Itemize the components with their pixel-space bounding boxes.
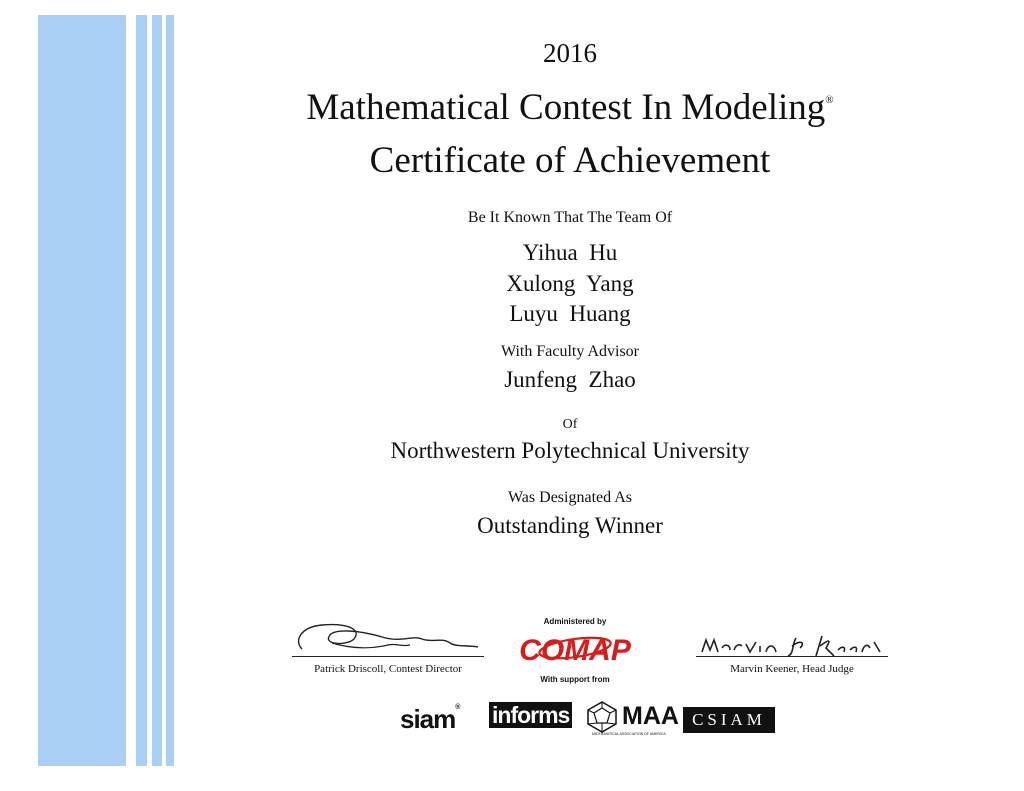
csiam-logo bbox=[683, 707, 775, 733]
contest-name: Mathematical Contest In Modeling bbox=[306, 87, 826, 128]
maa-logo-text: MAA bbox=[622, 702, 679, 730]
certificate-year: 2016 bbox=[543, 38, 597, 68]
informs-logo-text: informs bbox=[489, 702, 572, 728]
university-name: Northwestern Polytechnical University bbox=[390, 438, 750, 463]
left-signer-name: Patrick Driscoll, Contest Director bbox=[314, 663, 462, 675]
certificate-title: Certificate of Achievement bbox=[369, 140, 771, 181]
siam-registered-mark: ® bbox=[455, 704, 460, 711]
left-signature bbox=[292, 615, 484, 659]
siam-logo-text: siam bbox=[400, 704, 456, 734]
registered-mark: ® bbox=[825, 94, 834, 106]
decorative-stripe-1 bbox=[136, 15, 147, 766]
left-signature-line bbox=[292, 656, 484, 657]
csiam-logo-text: CSIAM bbox=[692, 710, 766, 729]
administered-by-text: Administered by bbox=[543, 617, 607, 626]
decorative-stripe-wide bbox=[38, 15, 126, 766]
comap-logo-text: COMAP bbox=[519, 634, 631, 667]
support-text: With support from bbox=[540, 675, 610, 684]
designation-label: Was Designated As bbox=[507, 489, 633, 506]
right-signature-line bbox=[696, 656, 888, 657]
advisor-name: Junfeng Zhao bbox=[504, 367, 636, 392]
decorative-stripe-3 bbox=[166, 15, 174, 766]
team-member-1: Yihua Hu bbox=[522, 240, 618, 265]
intro-text: Be It Known That The Team Of bbox=[467, 209, 673, 226]
maa-polyhedron-icon bbox=[585, 700, 619, 734]
informs-logo bbox=[489, 702, 575, 732]
contest-title bbox=[290, 86, 850, 129]
of-label: Of bbox=[562, 417, 578, 432]
team-member-3: Luyu Huang bbox=[509, 301, 631, 326]
maa-subtitle: MATHEMATICAL ASSOCIATION OF AMERICA bbox=[592, 732, 666, 736]
comap-logo bbox=[519, 626, 631, 672]
designation-award: Outstanding Winner bbox=[477, 513, 663, 538]
decorative-stripe-2 bbox=[152, 15, 162, 766]
team-member-2: Xulong Yang bbox=[506, 271, 634, 296]
advisor-label: With Faculty Advisor bbox=[500, 343, 639, 360]
siam-logo bbox=[400, 704, 459, 735]
right-signer-name: Marvin Keener, Head Judge bbox=[730, 663, 854, 675]
